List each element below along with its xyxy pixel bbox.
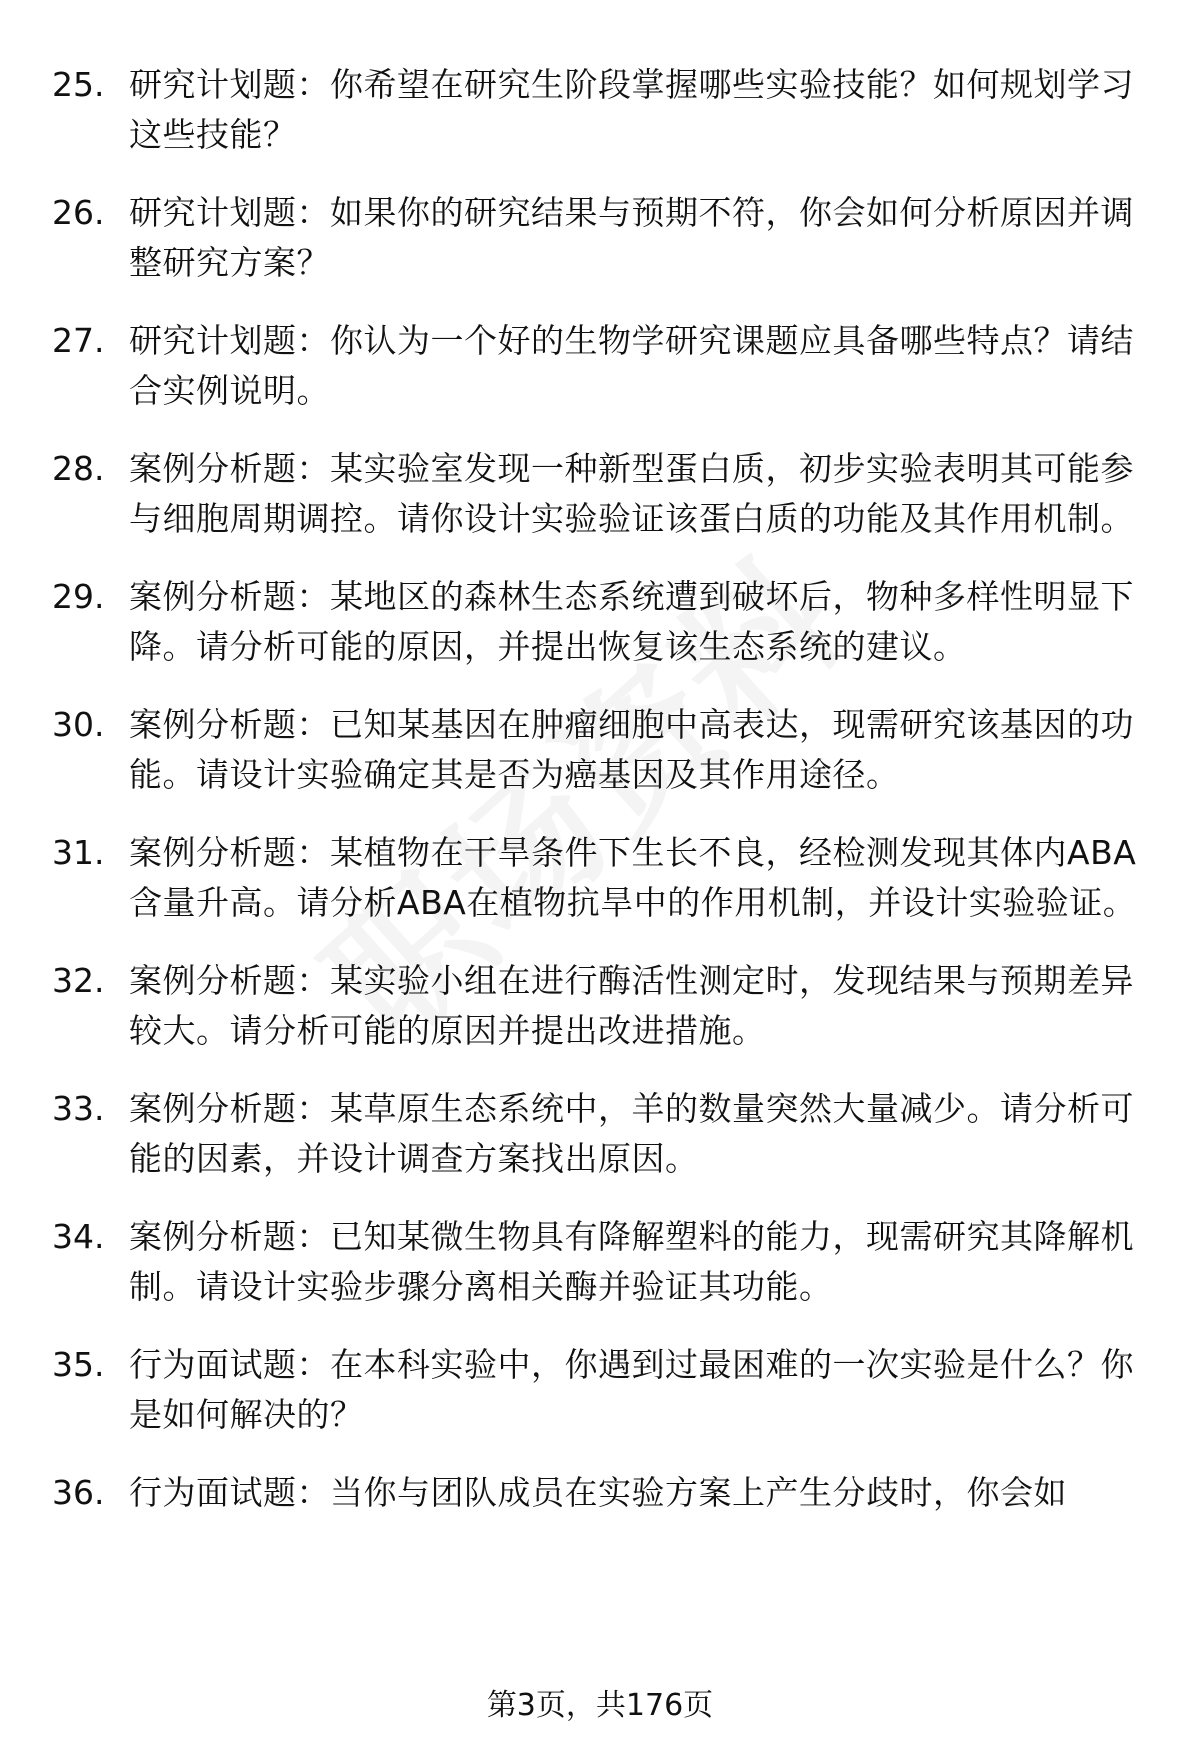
question-number: 31. xyxy=(52,833,105,872)
question-number: 36. xyxy=(52,1473,105,1512)
question-text: 行为面试题：当你与团队成员在实验方案上产生分歧时，你会如 xyxy=(129,1473,1067,1512)
question-number: 29. xyxy=(52,577,105,616)
question-text: 案例分析题：某地区的森林生态系统遭到破坏后，物种多样性明显下降。请分析可能的原因，并提出恢复该生态系统的建议。 xyxy=(129,577,1134,666)
list-item xyxy=(0,956,1200,1056)
question-number: 33. xyxy=(52,1089,105,1128)
question-text: 行为面试题：在本科实验中，你遇到过最困难的一次实验是什么？你是如何解决的？ xyxy=(129,1345,1134,1434)
list-item xyxy=(0,700,1200,800)
question-number: 28. xyxy=(52,449,105,488)
list-item xyxy=(0,188,1200,288)
question-number: 26. xyxy=(52,193,105,232)
question-number: 32. xyxy=(52,961,105,1000)
question-text: 案例分析题：已知某基因在肿瘤细胞中高表达，现需研究该基因的功能。请设计实验确定其是否为癌基因及其作用途径。 xyxy=(129,705,1134,794)
question-number: 25. xyxy=(52,65,105,104)
list-item xyxy=(0,316,1200,416)
question-number: 34. xyxy=(52,1217,105,1256)
question-text: 研究计划题：你认为一个好的生物学研究课题应具备哪些特点？请结合实例说明。 xyxy=(129,321,1134,410)
list-item xyxy=(0,1468,1200,1518)
question-text: 案例分析题：已知某微生物具有降解塑料的能力，现需研究其降解机制。请设计实验步骤分离相关酶并验证其功能。 xyxy=(129,1217,1134,1306)
question-text: 案例分析题：某实验小组在进行酶活性测定时，发现结果与预期差异较大。请分析可能的原因并提出改进措施。 xyxy=(129,961,1134,1050)
question-number: 35. xyxy=(52,1345,105,1384)
list-item xyxy=(0,1084,1200,1184)
question-number: 27. xyxy=(52,321,105,360)
page-footer: 第3页，共176页 xyxy=(486,1688,714,1723)
question-text: 案例分析题：某植物在干旱条件下生长不良，经检测发现其体内ABA含量升高。请分析ABA在植物抗旱中的作用机制，并设计实验验证。 xyxy=(129,833,1137,922)
list-item xyxy=(0,60,1200,160)
list-item xyxy=(0,572,1200,672)
list-item xyxy=(0,828,1200,928)
question-text: 研究计划题：你希望在研究生阶段掌握哪些实验技能？如何规划学习这些技能？ xyxy=(129,65,1134,154)
question-text: 研究计划题：如果你的研究结果与预期不符，你会如何分析原因并调整研究方案？ xyxy=(129,193,1134,282)
question-text: 案例分析题：某实验室发现一种新型蛋白质，初步实验表明其可能参与细胞周期调控。请你设计实验验证该蛋白质的功能及其作用机制。 xyxy=(129,449,1134,538)
question-list xyxy=(0,60,1200,1546)
list-item xyxy=(0,1212,1200,1312)
question-number: 30. xyxy=(52,705,105,744)
question-text: 案例分析题：某草原生态系统中，羊的数量突然大量减少。请分析可能的因素，并设计调查方案找出原因。 xyxy=(129,1089,1134,1178)
list-item xyxy=(0,1340,1200,1440)
list-item xyxy=(0,444,1200,544)
